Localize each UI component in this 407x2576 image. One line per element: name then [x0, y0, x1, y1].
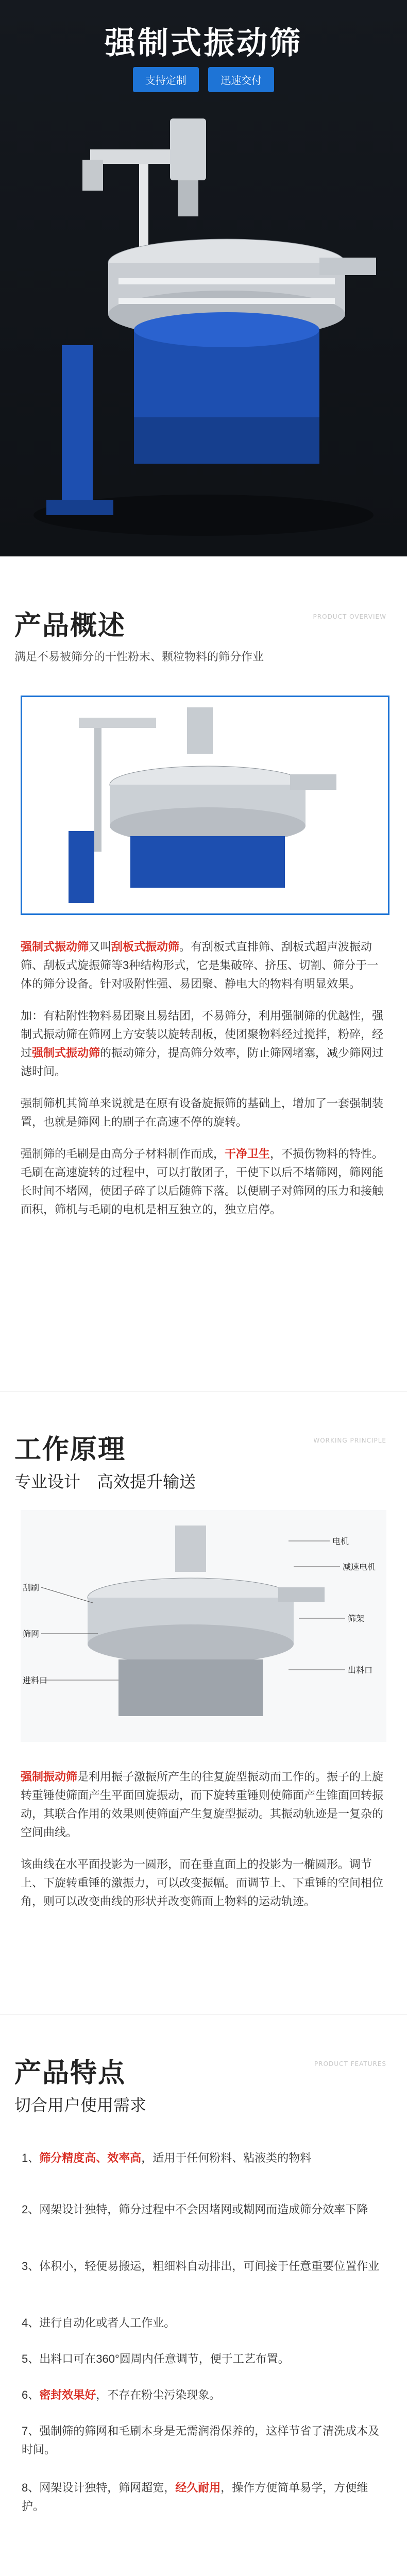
- feature-item-2: 2、网架设计独特，筛分过程中不会因堵网或糊网而造成筛分效率下降: [22, 2203, 368, 2216]
- diagram-label-2: 减速电机: [343, 1563, 376, 1572]
- diagram-label-4: 出料口: [348, 1666, 373, 1675]
- fast-delivery-badge: 迅速交付: [208, 67, 274, 92]
- features-eng: PRODUCT FEATURES: [314, 2060, 386, 2067]
- overview-p4: 强制筛的毛刷是由高分子材料制作而成，干净卫生，不损伤物料的特性。毛刷在高速旋转的过程中，可以打散团子，干使下以后不堵筛网，筛网能长时间不堵网，使团子碎了以后随筛下落。以便刷子对筛网的压力和接触面积，筛机与毛刷的电机是相互独立的，独立启停。: [21, 1147, 384, 1216]
- diagram-label-3: 筛架: [348, 1615, 365, 1623]
- hero-badges: [0, 67, 407, 92]
- feature-item-1: 1、筛分精度高、效率高，适用于任何粉料、粘液类的物料: [22, 2151, 312, 2164]
- overview-p2: 加：有粘附性物料易团聚且易结团，不易筛分，利用强制筛的优越性，强制式振动筛在筛网上方安装以旋转刮板，使团聚物料经过搅拌，粉碎，经过强制式振动筛的振动筛分，提高筛分效率，防止筛网堵塞，减少筛网过滤时间。: [21, 1009, 384, 1078]
- overview-section: [0, 556, 407, 1391]
- overview-p1: 强制式振动筛又叫刮板式振动筛。有刮板式直排筛、刮板式超声波振动筛、刮板式旋振筛等3种结构形式，它是集破碎、挤压、切割、筛分于一体的筛分设备。针对吸附性强、易团聚、静电大的物料有明显效果。: [21, 940, 379, 990]
- hero-section: [0, 0, 407, 556]
- diagram-label-1: 电机: [332, 1537, 349, 1546]
- principle-eng: WORKING PRINCIPLE: [313, 1437, 386, 1444]
- principle-paragraphs: [21, 1768, 386, 1911]
- custom-badge: 支持定制: [133, 67, 199, 92]
- overview-machine-image: [22, 697, 388, 913]
- overview-image-frame: [21, 696, 389, 915]
- hero-title: 强制式振动筛: [105, 26, 302, 60]
- feature-item-7: 7、强制筛的筛网和毛刷本身是无需润滑保养的，这样节省了清洗成本及时间。: [22, 2425, 380, 2456]
- diagram-label-6: 筛网: [23, 1630, 40, 1639]
- overview-p3: 强制筛机其简单来说就是在原有设备旋振筛的基础上，增加了一套强制装置，也就是筛网上的刷子在高速不停的旋转。: [21, 1097, 384, 1128]
- features-title: 产品特点: [14, 2058, 126, 2088]
- feature-item-5: 5、出料口可在360°圆周内任意调节，便于工艺布置。: [22, 2352, 290, 2365]
- principle-subtitle: 专业设计 高效提升输送: [14, 1472, 196, 1491]
- principle-p2: 该曲线在水平面投影为一圆形，而在垂直面上的投影为一椭圆形。调节上、下旋转重锤的激振力，可以改变振幅。而调节上、下重锤的空间相位角，则可以改变曲线的形状并改变筛面上物料的运动轨迹。: [21, 1858, 384, 1908]
- feature-item-3: 3、体积小，轻便易搬运，粗细料自动排出，可间接于任意重要位置作业: [22, 2260, 380, 2273]
- principle-title: 工作原理: [14, 1435, 126, 1465]
- hero-machine-image: [0, 108, 407, 551]
- features-section: [0, 2014, 407, 2576]
- principle-diagram: [21, 1510, 386, 1742]
- principle-p1: 强制振动筛是利用振子激振所产生的往复旋型振动而工作的。振子的上旋转重锤使筛面产生平面回旋振动，而下旋转重锤则使筛面产生锥面回转振动，其联合作用的效果则使筛面产生复旋型振动。其振动轨迹是一复杂的空间曲线。: [21, 1770, 384, 1839]
- principle-section: [0, 1391, 407, 2015]
- diagram-label-7: 进料口: [23, 1676, 48, 1685]
- overview-subtitle: 满足不易被筛分的干性粉末、颗粒物料的筛分作业: [14, 650, 264, 663]
- overview-paragraphs: [21, 938, 386, 1219]
- diagram-label-5: 刮刷: [23, 1584, 40, 1592]
- feature-item-6: 6、密封效果好，不存在粉尘污染现象。: [22, 2388, 221, 2401]
- feature-item-8: 8、网架设计独特，筛网超宽，经久耐用，操作方便简单易学，方便维护。: [22, 2481, 368, 2513]
- features-subtitle: 切合用户使用需求: [14, 2096, 147, 2114]
- feature-item-4: 4、进行自动化或者人工作业。: [22, 2316, 176, 2329]
- overview-eng: PRODUCT OVERVIEW: [313, 613, 386, 620]
- overview-title: 产品概述: [14, 611, 126, 641]
- principle-machine-image: [21, 1510, 386, 1742]
